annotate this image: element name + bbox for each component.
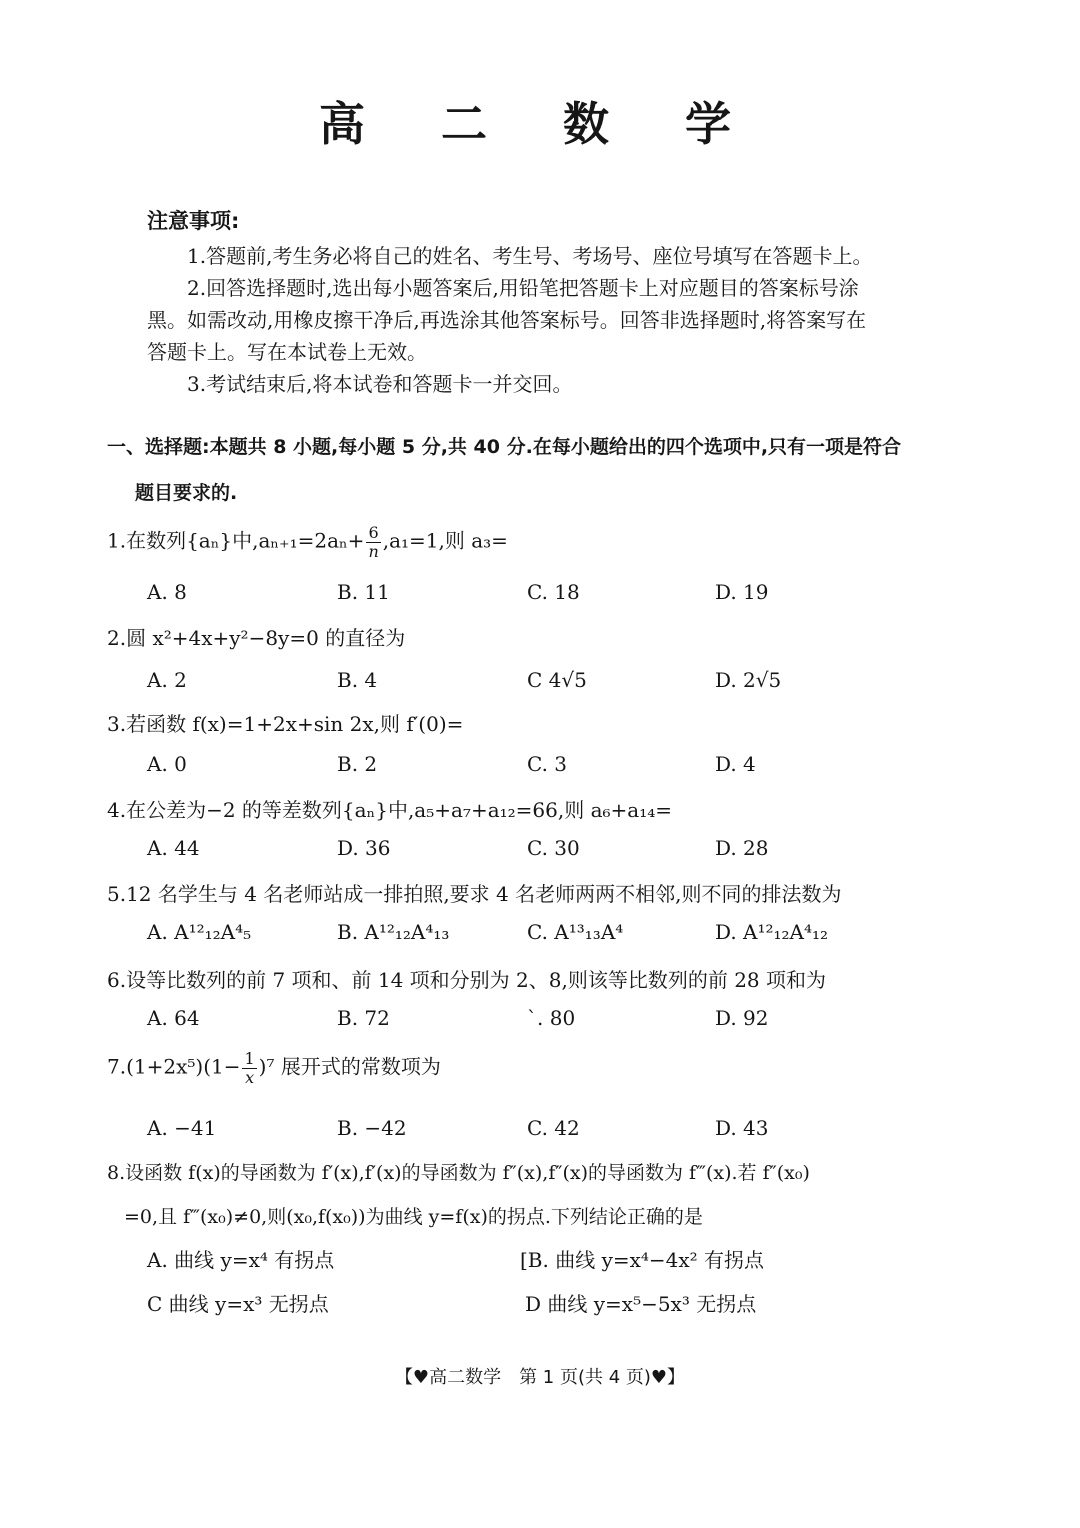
question-text: 1.在数列{aₙ}中,aₙ₊₁=2aₙ+ [107, 528, 365, 553]
option-d: D. A¹²₁₂A⁴₁₂ [715, 920, 829, 944]
option-b: B. 11 [337, 580, 390, 604]
option-d: D 曲线 y=x⁵−5x³ 无拐点 [525, 1292, 757, 1316]
option-a: A. 44 [147, 836, 200, 860]
option-d: D. 2√5 [715, 668, 782, 692]
question-1 [107, 524, 508, 560]
question-8-cont: =0,且 f‴(x₀)≠0,则(x₀,f(x₀))为曲线 y=f(x)的拐点.下列结论正确的是 [124, 1206, 703, 1228]
option-c: `. 80 [527, 1006, 576, 1030]
option-b: B. −42 [337, 1116, 407, 1140]
option-c: C 曲线 y=x³ 无拐点 [147, 1292, 329, 1316]
option-b: D. 36 [337, 836, 391, 860]
option-a: A. −41 [147, 1116, 217, 1140]
notice-heading: 注意事项: [147, 209, 240, 233]
option-b: B. 72 [337, 1006, 390, 1030]
question-text: ,a₁=1,则 a₃= [382, 528, 508, 553]
question-text: 7.(1+2x⁵)(1− [107, 1054, 241, 1079]
fraction-denominator: x [245, 1067, 255, 1087]
fraction [242, 1050, 256, 1086]
option-a: A. 8 [147, 580, 187, 604]
option-c: C. 18 [527, 580, 580, 604]
question-7 [107, 1050, 441, 1086]
option-d: D. 92 [715, 1006, 769, 1030]
option-a: A. 64 [147, 1006, 200, 1030]
option-c: C. 42 [527, 1116, 580, 1140]
option-d: D. 19 [715, 580, 769, 604]
question-text: )⁷ 展开式的常数项为 [258, 1054, 441, 1079]
option-b: B. 2 [337, 752, 378, 776]
option-d: D. 43 [715, 1116, 769, 1140]
option-a: A. 0 [147, 752, 187, 776]
option-a: A. 2 [147, 668, 187, 692]
notice-line: 黑。如需改动,用橡皮擦干净后,再选涂其他答案标号。回答非选择题时,将答案写在 [147, 308, 867, 332]
option-c: C. 3 [527, 752, 568, 776]
question-2: 2.圆 x²+4x+y²−8y=0 的直径为 [107, 626, 406, 650]
question-4: 4.在公差为−2 的等差数列{aₙ}中,a₅+a₇+a₁₂=66,则 a₆+a₁₄= [107, 798, 672, 822]
fraction [366, 524, 380, 560]
question-6: 6.设等比数列的前 7 项和、前 14 项和分别为 2、8,则该等比数列的前 28 项和为 [107, 968, 827, 992]
option-a: A. A¹²₁₂A⁴₅ [147, 920, 252, 944]
option-d: D. 4 [715, 752, 756, 776]
option-c: C 4√5 [527, 668, 587, 692]
fraction-numerator: 6 [366, 524, 380, 543]
section-heading: 一、选择题:本题共 8 小题,每小题 5 分,共 40 分.在每小题给出的四个选项中,只有一项是符合 [107, 436, 902, 458]
question-3: 3.若函数 f(x)=1+2x+sin 2x,则 f′(0)= [107, 712, 464, 736]
page-title: 高 二 数 学 [318, 97, 762, 151]
option-b: [B. 曲线 y=x⁴−4x² 有拐点 [520, 1248, 765, 1272]
notice-line: 答题卡上。写在本试卷上无效。 [147, 340, 427, 364]
option-a: A. 曲线 y=x⁴ 有拐点 [147, 1248, 335, 1272]
question-8: 8.设函数 f(x)的导函数为 f′(x),f′(x)的导函数为 f″(x),f″(x)的导函数为 f‴(x).若 f″(x₀) [107, 1162, 810, 1184]
page-footer: 【♥高二数学 第 1 页(共 4 页)♥】 [394, 1367, 686, 1388]
option-c: C. A¹³₁₃A⁴ [527, 920, 624, 944]
option-b: B. 4 [337, 668, 378, 692]
fraction-numerator: 1 [244, 1049, 255, 1068]
notice-line: 2.回答选择题时,选出每小题答案后,用铅笔把答题卡上对应题目的答案标号涂 [187, 276, 859, 300]
notice-line: 1.答题前,考生务必将自己的姓名、考生号、考场号、座位号填写在答题卡上。 [187, 244, 873, 268]
notice-line: 3.考试结束后,将本试卷和答题卡一并交回。 [187, 372, 573, 396]
option-c: C. 30 [527, 836, 580, 860]
fraction-denominator: n [368, 541, 379, 561]
question-5: 5.12 名学生与 4 名老师站成一排拍照,要求 4 名老师两两不相邻,则不同的排法数为 [107, 882, 842, 906]
option-d: D. 28 [715, 836, 769, 860]
section-heading-cont: 题目要求的. [135, 482, 238, 504]
option-b: B. A¹²₁₂A⁴₁₃ [337, 920, 450, 944]
